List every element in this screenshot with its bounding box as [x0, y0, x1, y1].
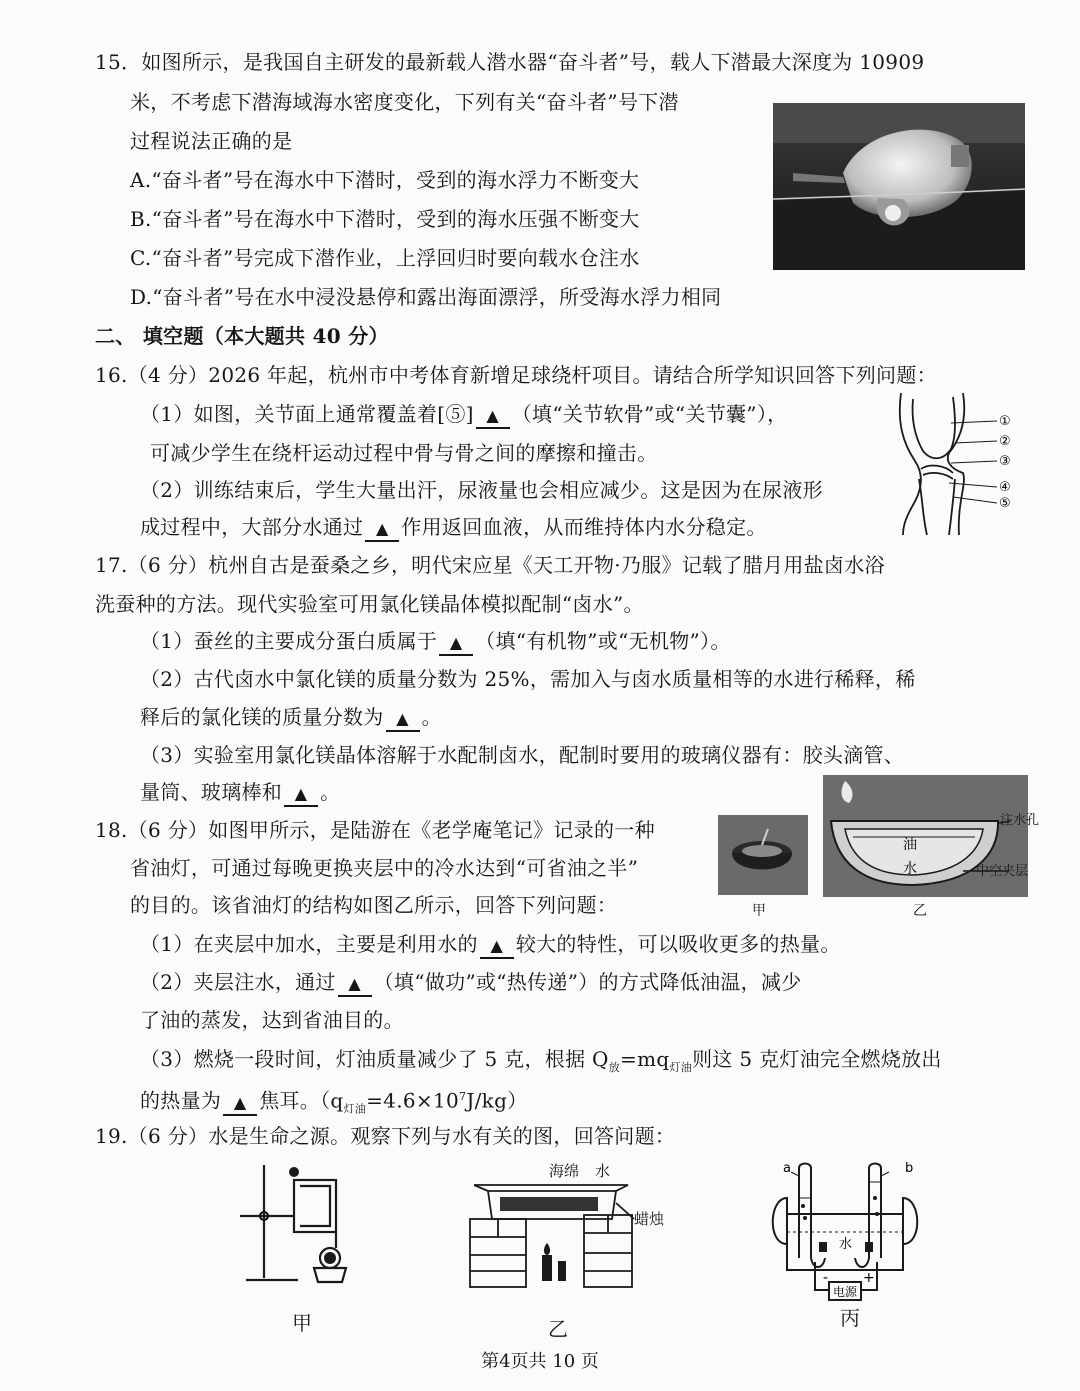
q16-part2-text-c: 作用返回血液，从而维持体内水分稳定。 — [401, 515, 767, 539]
q18-part4-text-b: 焦耳。（q — [259, 1088, 344, 1113]
page-footer: 第4页共 10 页 — [481, 1351, 599, 1372]
q19-label-power-source: 电源 — [833, 1285, 858, 1299]
lamp-label-oil: 油 — [903, 837, 917, 853]
blank-triangle: ▲ — [233, 1092, 247, 1112]
blank-triangle: ▲ — [376, 519, 389, 538]
q18-sub-dengyou-2: 灯油 — [343, 1102, 367, 1116]
q19-label-water-bing: 水 — [839, 1237, 853, 1252]
q18-figure-yi-caption: 乙 — [913, 903, 927, 919]
q18-part3-mid: =mq — [620, 1047, 670, 1071]
lamp-label-water: 水 — [903, 861, 917, 877]
q19-label-minus: - — [823, 1270, 829, 1286]
q16-stem: 16.（4 分）2026 年起，杭州市中考体育新增足球绕杆项目。请结合所学知识回答下列问题： — [95, 363, 937, 387]
q18-stem-line2: 省油灯，可通过每晚更换夹层中的冷水达到“可省油之半” — [130, 856, 639, 880]
q16-part2-line1: （2）训练结束后，学生大量出汗，尿液量也会相应减少。这是因为在尿液形 — [140, 478, 823, 502]
q19-figure-jia-apparatus — [238, 1160, 363, 1290]
q19-label-a: a — [783, 1161, 791, 1176]
q15-stem-line2: 米，不考虑下潜海域海水密度变化，下列有关“奋斗者”号下潜 — [130, 90, 679, 114]
q16-part2-text-b: 成过程中，大部分水通过 — [140, 515, 364, 539]
q17-stem-line1: 17.（6 分）杭州自古是蚕桑之乡，明代宋应星《天工开物·乃服》记载了腊月用盐卤水浴 — [95, 553, 885, 577]
knee-label-3: ③ — [999, 454, 1011, 469]
knee-label-2: ② — [999, 434, 1011, 449]
knee-label-4: ④ — [999, 480, 1011, 495]
answer-blank[interactable] — [223, 1090, 257, 1116]
q17-part3-line2 — [140, 779, 340, 807]
q17-part2-line2 — [140, 704, 442, 732]
blank-triangle: ▲ — [486, 406, 500, 425]
q18-part3-line1 — [140, 1046, 942, 1081]
q18-part4-text-d: J/kg） — [466, 1088, 528, 1113]
q18-stem-line1: 18.（6 分）如图甲所示，是陆游在《老学庵笔记》记录的一种 — [95, 818, 655, 842]
q19-label-water-yi: 水 — [595, 1162, 611, 1180]
q18-sub-dengyou: 灯油 — [669, 1061, 693, 1074]
q16-part1-text-b: （填“关节软骨”或“关节囊”）， — [511, 402, 788, 426]
q19-label-b: b — [905, 1161, 914, 1176]
q16-part1-line1 — [140, 401, 787, 429]
q16-part2-line2 — [140, 514, 767, 542]
q18-part2-line1 — [140, 969, 802, 997]
q15-option-d: D.“奋斗者”号在水中浸没悬停和露出海面漂浮，所受海水浮力相同 — [130, 285, 722, 309]
q17-part1-text-b: （填“有机物”或“无机物”）。 — [475, 629, 731, 653]
answer-blank[interactable] — [284, 781, 318, 807]
q19-figure-yi-caption: 乙 — [548, 1317, 568, 1341]
q15-stem-line1: 15．如图所示，是我国自主研发的最新载人潜水器“奋斗者”号，载人下潜最大深度为 10909 — [95, 50, 925, 74]
q19-label-sponge: 海绵 — [549, 1162, 580, 1180]
answer-blank[interactable] — [365, 516, 399, 542]
q16-part1-line2: 可减少学生在绕杆运动过程中骨与骨之间的摩擦和撞击。 — [150, 441, 658, 465]
q18-part4-text-c: =4.6×10 — [366, 1088, 459, 1113]
q17-part1-text-a: （1）蚕丝的主要成分蛋白质属于 — [140, 629, 438, 653]
q15-option-c: C.“奋斗者”号完成下潜作业，上浮回归时要向载水仓注水 — [130, 246, 640, 270]
q18-sup-7: 7 — [459, 1090, 467, 1103]
blank-triangle: ▲ — [396, 709, 409, 728]
submersible-photo — [773, 103, 1025, 270]
answer-blank[interactable] — [386, 706, 420, 732]
knee-label-5: ⑤ — [999, 496, 1011, 511]
q18-part1 — [140, 931, 841, 959]
q18-figure-jia-caption: 甲 — [752, 903, 766, 919]
q18-part3-end: 则这 5 克灯油完全燃烧放出 — [692, 1047, 942, 1071]
q17-part3-text-c: 。 — [320, 780, 341, 804]
answer-blank[interactable] — [439, 630, 473, 656]
q19-figure-bing-electrolysis — [765, 1158, 935, 1308]
q17-part1 — [140, 628, 731, 656]
q17-part2-text-c: 。 — [421, 705, 442, 729]
q18-stem-line3: 的目的。该省油灯的结构如图乙所示，回答下列问题： — [130, 893, 618, 917]
oil-lamp-photo — [718, 815, 808, 895]
q18-part4-text-a: 的热量为 — [140, 1088, 222, 1113]
q19-figure-bing-caption: 丙 — [840, 1306, 860, 1330]
q17-part3-line1: （3）实验室用氯化镁晶体溶解于水配制卤水，配制时要用的玻璃仪器有：胶头滴管、 — [140, 743, 905, 767]
q18-sub-fang: 放 — [608, 1061, 621, 1074]
answer-blank[interactable] — [476, 403, 510, 429]
q18-part2-text-b: （填“做功”或“热传递”）的方式降低油温，减少 — [373, 970, 802, 994]
knee-label-1: ① — [999, 414, 1011, 429]
q18-part3-line2 — [140, 1084, 528, 1123]
q19-figure-jia-caption: 甲 — [292, 1311, 312, 1335]
q19-label-plus: + — [863, 1270, 875, 1286]
q15-stem-line3: 过程说法正确的是 — [130, 129, 293, 153]
q18-part2-text-a: （2）夹层注水，通过 — [140, 970, 336, 994]
lamp-label-hollow-layer: 中空夹层 — [976, 864, 1029, 879]
q17-part3-text-b: 量筒、玻璃棒和 — [140, 780, 283, 804]
section-2-title: 二、 填空题（本大题共 40 分） — [95, 324, 389, 348]
knee-joint-diagram — [893, 393, 1025, 535]
blank-triangle: ▲ — [348, 974, 362, 993]
q15-option-a: A.“奋斗者”号在海水中下潜时，受到的海水浮力不断变大 — [130, 168, 640, 192]
q17-stem-line2: 洗蚕种的方法。现代实验室可用氯化镁晶体模拟配制“卤水”。 — [95, 592, 644, 616]
q15-option-b: B.“奋斗者”号在海水中下潜时，受到的海水压强不断变大 — [130, 207, 640, 231]
answer-blank[interactable] — [480, 933, 514, 959]
q17-part2-line1: （2）古代卤水中氯化镁的质量分数为 25%，需加入与卤水质量相等的水进行稀释，稀 — [140, 667, 916, 691]
q18-part1-text-b: 较大的特性，可以吸收更多的热量。 — [515, 932, 841, 956]
blank-triangle: ▲ — [449, 633, 463, 652]
q18-part2-line2: 了油的蒸发，达到省油目的。 — [140, 1008, 404, 1032]
q18-part3-text-a: （3）燃烧一段时间，灯油质量减少了 5 克，根据 Q — [140, 1047, 609, 1071]
blank-triangle: ▲ — [490, 936, 504, 955]
q18-part1-text-a: （1）在夹层中加水，主要是利用水的 — [140, 932, 478, 956]
lamp-label-injection-hole: 注水孔 — [1000, 813, 1040, 828]
blank-triangle: ▲ — [294, 784, 308, 803]
q19-stem: 19.（6 分）水是生命之源。观察下列与水有关的图，回答问题： — [95, 1124, 676, 1148]
q19-label-candle: 蜡烛 — [634, 1210, 665, 1228]
answer-blank[interactable] — [338, 971, 372, 997]
q16-part1-text-a: （1）如图，关节面上通常覆盖着[⑤] — [140, 402, 474, 426]
q17-part2-text-b: 释后的氯化镁的质量分数为 — [140, 705, 384, 729]
